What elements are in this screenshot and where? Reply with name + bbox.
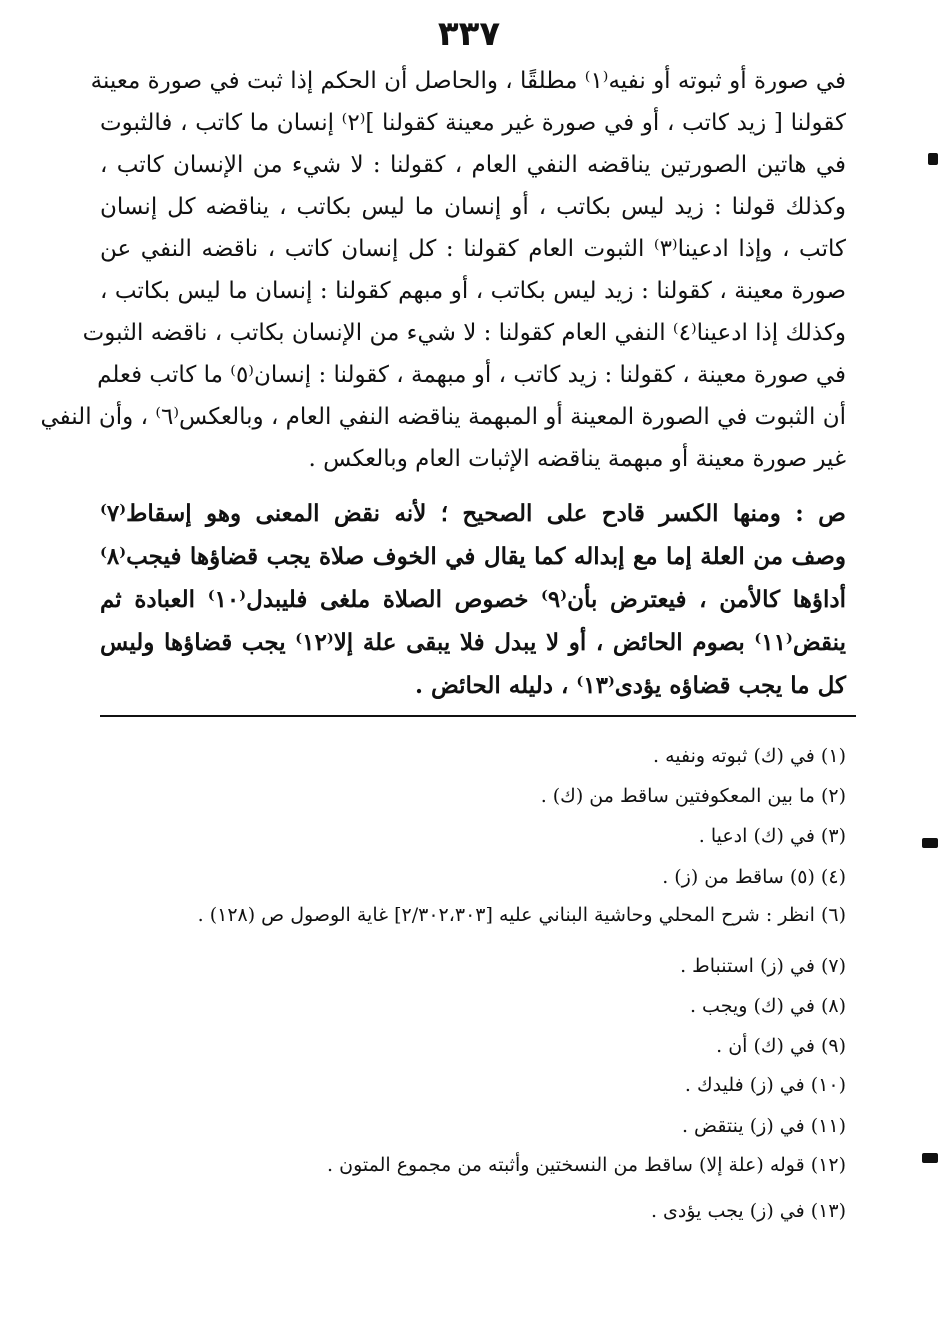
footnote: (١٢) قوله (علة إلا) ساقط من النسختين وأثبته من مجموع المتون .	[327, 1154, 846, 1176]
footnote: (١١) في (ز) ينتقض .	[681, 1115, 846, 1137]
footnote: (٣) في (ك) ادعيا .	[698, 825, 846, 847]
matn-line: أداؤها كالأمن ، فيعترض بأن⁽٩⁾ خصوص الصلاة ملغى فليبدل⁽١٠⁾ العبادة ثم	[100, 586, 846, 613]
footnote: (٧) في (ز) استنباط .	[680, 955, 846, 977]
body-line: كقولنا [ زيد كاتب ، أو في صورة غير معينة كقولنا ]⁽٢⁾ إنسان ما كاتب ، فالثبوت	[100, 110, 846, 136]
binding-hole-mark	[922, 838, 938, 848]
matn-line: وصف من العلة إما مع إبداله كما يقال في الخوف صلاة يجب قضاؤها فيجب⁽٨⁾	[100, 543, 846, 570]
matn-line: ص : ومنها الكسر قادح على الصحيح ؛ لأنه نقض المعنى وهو إسقاط⁽٧⁾	[100, 500, 846, 527]
body-line: في صورة معينة ، كقولنا : زيد كاتب ، أو مبهمة ، كقولنا : إنسان⁽٥⁾ ما كاتب فعلم	[97, 362, 846, 388]
footnote: (١) في (ك) ثبوته ونفيه .	[652, 745, 846, 767]
body-line: صورة معينة ، كقولنا : زيد ليس بكاتب ، أو مبهم كقولنا : إنسان ما ليس بكاتب ،	[100, 278, 846, 304]
body-line: في هاتين الصورتين يناقضه النفي العام ، كقولنا : لا شيء من الإنسان كاتب ،	[100, 152, 846, 178]
body-line: أن الثبوت في الصورة المعينة أو المبهمة يناقضه النفي العام ، وبالعكس⁽٦⁾ ، وأن النفي	[40, 404, 846, 430]
matn-line: كل ما يجب قضاؤه يؤدى⁽١٣⁾ ، دليله الحائض .	[414, 672, 846, 699]
binding-hole-mark	[928, 153, 938, 165]
footnote: (٢) ما بين المعكوفتين ساقط من (ك) .	[540, 785, 846, 807]
footnote: (١٠) في (ز) فليدك .	[684, 1074, 846, 1096]
body-line: كاتب ، وإذا ادعينا⁽٣⁾ الثبوت العام كقولنا : كل إنسان كاتب ، ناقضه النفي عن	[100, 236, 846, 262]
footnote: (٦) انظر : شرح المحلي وحاشية البناني عليه [٢/٣٠٢،٣٠٣] غاية الوصول ص (١٢٨) .	[197, 904, 846, 926]
footnote: (٩) في (ك) أن .	[716, 1035, 846, 1057]
footnote-separator	[100, 715, 856, 717]
footnote: (١٣) في (ز) يجب يؤدى .	[650, 1200, 846, 1222]
binding-hole-mark	[922, 1153, 938, 1163]
body-line: في صورة أو ثبوته أو نفيه⁽١⁾ مطلقًا ، والحاصل أن الحكم إذا ثبت في صورة معينة	[90, 68, 846, 94]
footnote: (٤) (٥) ساقط من (ز) .	[662, 866, 846, 888]
body-line: غير صورة معينة أو مبهمة يناقضه الإثبات العام وبالعكس .	[308, 446, 846, 472]
body-line: وكذلك قولنا : زيد ليس بكاتب ، أو إنسان ما ليس بكاتب ، يناقضه كل إنسان	[100, 194, 846, 220]
footnote: (٨) في (ك) ويجب .	[689, 995, 846, 1017]
page-number: ٣٣٧	[437, 14, 501, 54]
body-line: وكذلك إذا ادعينا⁽٤⁾ النفي العام كقولنا : لا شيء من الإنسان بكاتب ، ناقضه الثبوت	[82, 320, 846, 346]
matn-line: ينقض⁽١١⁾ بصوم الحائض ، أو لا يبدل فلا يبقى علة إلا⁽١٢⁾ يجب قضاؤها وليس	[100, 629, 846, 656]
